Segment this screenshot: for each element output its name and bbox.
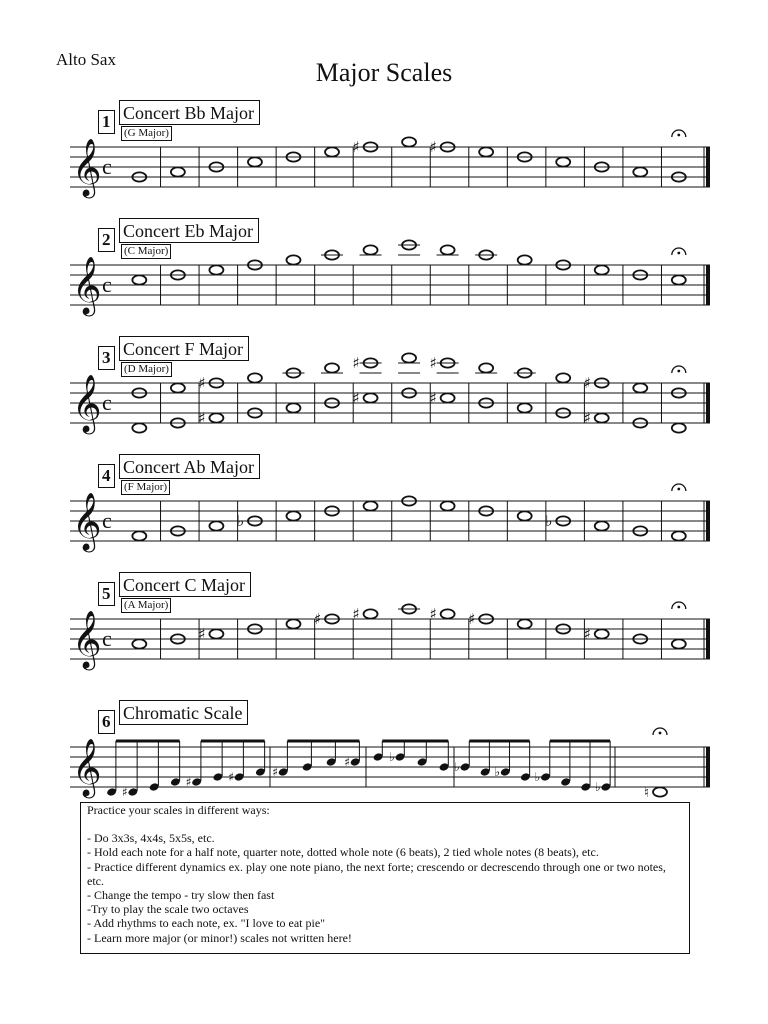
accidental: ♯ — [352, 138, 360, 156]
accidental: ♯ — [228, 770, 234, 784]
scale-system-1 — [70, 100, 720, 200]
scale-number: 4 — [98, 464, 115, 488]
note-head — [364, 609, 378, 618]
note-head — [132, 423, 146, 432]
common-time-signature: c — [102, 508, 112, 533]
staff — [70, 336, 720, 436]
scale-system-2 — [70, 218, 720, 318]
note-head — [556, 373, 570, 382]
note-head — [209, 265, 223, 274]
note-head — [325, 147, 339, 156]
note-head — [479, 147, 493, 156]
note-head — [441, 245, 455, 254]
note-head — [672, 423, 686, 432]
note-head — [402, 353, 416, 362]
common-time-signature: c — [102, 390, 112, 415]
scale-system-4 — [70, 454, 720, 554]
accidental: ♯ — [429, 605, 437, 623]
scale-title: Concert C Major — [119, 572, 251, 597]
accidental: ♯ — [583, 625, 592, 643]
fermata-dot — [677, 370, 680, 373]
scale-title: Concert F Major — [119, 336, 249, 361]
scale-subtitle: (D Major) — [121, 362, 172, 377]
fermata-dot — [677, 252, 680, 255]
note-head — [286, 403, 300, 412]
note-head — [248, 373, 262, 382]
scale-subtitle: (A Major) — [121, 598, 171, 613]
treble-clef: 𝄞 — [72, 610, 102, 668]
accidental: ♭ — [236, 512, 245, 530]
scale-system-5 — [70, 572, 720, 672]
accidental: ♯ — [429, 389, 437, 407]
accidental: ♭ — [389, 750, 395, 764]
accidental: ♯ — [429, 138, 437, 156]
note-head — [595, 413, 609, 422]
accidental: ♯ — [583, 409, 592, 427]
scale-system-3 — [70, 336, 720, 436]
note-head — [209, 521, 223, 530]
note-head — [132, 639, 146, 648]
accidental: ♭ — [454, 760, 460, 774]
accidental: ♯ — [468, 610, 476, 628]
practice-item: - Change the tempo - try slow then fast — [87, 888, 275, 903]
fermata-dot — [677, 606, 680, 609]
note-head — [286, 619, 300, 628]
accidental: ♯ — [198, 374, 206, 392]
practice-item: - Do 3x3s, 4x4s, 5x5s, etc. — [87, 831, 215, 846]
scale-title: Concert Ab Major — [119, 454, 260, 479]
staff — [70, 100, 720, 200]
note-head — [595, 629, 609, 638]
common-time-signature: c — [102, 154, 112, 179]
accidental: ♭ — [494, 765, 500, 779]
staff — [70, 218, 720, 318]
scale-title: Concert Bb Major — [119, 100, 260, 125]
accidental: ♯ — [121, 785, 128, 799]
note-head — [209, 629, 223, 638]
fermata-dot — [659, 732, 662, 735]
accidental: ♯ — [352, 354, 360, 372]
note-head — [132, 531, 146, 540]
note-head — [653, 787, 667, 796]
accidental: ♯ — [185, 775, 192, 789]
scale-title: Chromatic Scale — [119, 700, 248, 725]
note-head — [364, 393, 378, 402]
note-head — [479, 363, 493, 372]
note-head — [325, 363, 339, 372]
practice-item: -Try to play the scale two octaves — [87, 902, 249, 917]
accidental: ♯ — [198, 409, 206, 427]
treble-clef: 𝄞 — [72, 492, 102, 550]
scale-subtitle: (F Major) — [121, 480, 170, 495]
note-head — [364, 501, 378, 510]
note-head — [286, 511, 300, 520]
note-head — [672, 275, 686, 284]
common-time-signature: c — [102, 272, 112, 297]
accidental: ♯ — [198, 625, 206, 643]
scale-subtitle: (G Major) — [121, 126, 172, 141]
page-title: Major Scales — [315, 58, 453, 87]
treble-clef: 𝄞 — [72, 374, 102, 432]
note-head — [441, 609, 455, 618]
chromatic-system — [70, 700, 720, 800]
scale-title: Concert Eb Major — [119, 218, 259, 243]
accidental: ♮ — [644, 785, 650, 801]
note-head — [248, 157, 262, 166]
fermata-dot — [677, 134, 680, 137]
practice-item: - Hold each note for a half note, quarter note, dotted whole note (6 beats), 2 tied whole notes (8 beats), etc. — [87, 845, 599, 860]
treble-clef: 𝄞 — [72, 138, 102, 196]
accidental: ♭ — [534, 770, 541, 784]
note-head — [441, 501, 455, 510]
scale-number: 3 — [98, 346, 115, 370]
note-head — [209, 413, 223, 422]
note-head — [633, 167, 647, 176]
scale-number: 5 — [98, 582, 115, 606]
practice-tips-box — [80, 802, 690, 954]
note-head — [595, 521, 609, 530]
practice-heading: Practice your scales in different ways: — [87, 803, 270, 817]
note-head — [132, 275, 146, 284]
note-head — [441, 393, 455, 402]
accidental: ♯ — [272, 765, 279, 779]
note-head — [633, 383, 647, 392]
practice-item: - Practice different dynamics ex. play one note piano, the next forte; crescendo or decrescendo through one or two notes, etc. — [87, 859, 666, 888]
scale-number: 6 — [98, 710, 115, 734]
practice-item: - Add rhythms to each note, ex. "I love to eat pie" — [87, 916, 326, 931]
accidental: ♯ — [344, 755, 351, 769]
accidental: ♯ — [352, 389, 360, 407]
note-head — [171, 167, 185, 176]
accidental: ♯ — [314, 610, 322, 628]
staff — [70, 572, 720, 672]
note-head — [518, 619, 532, 628]
accidental: ♯ — [352, 605, 360, 623]
note-head — [556, 157, 570, 166]
scale-number: 1 — [98, 110, 115, 134]
accidental: ♭ — [594, 780, 601, 794]
practice-item: - Learn more major (or minor!) scales not written here! — [87, 930, 352, 945]
treble-clef: 𝄞 — [72, 256, 102, 314]
scale-subtitle: (C Major) — [121, 244, 171, 259]
accidental: ♯ — [429, 354, 437, 372]
note-head — [518, 511, 532, 520]
accidental: ♯ — [583, 374, 592, 392]
staff — [70, 454, 720, 554]
chromatic-staff — [70, 700, 720, 800]
note-head — [518, 255, 532, 264]
instrument-label: Alto Sax — [56, 50, 116, 69]
accidental: ♭ — [545, 512, 553, 530]
fermata-dot — [677, 488, 680, 491]
note-head — [518, 403, 532, 412]
note-head — [672, 639, 686, 648]
note-head — [402, 137, 416, 146]
scale-number: 2 — [98, 228, 115, 252]
note-head — [595, 265, 609, 274]
note-head — [672, 531, 686, 540]
note-head — [171, 383, 185, 392]
common-time-signature: c — [102, 626, 112, 651]
note-head — [364, 245, 378, 254]
note-head — [286, 255, 300, 264]
treble-clef: 𝄞 — [72, 738, 102, 796]
